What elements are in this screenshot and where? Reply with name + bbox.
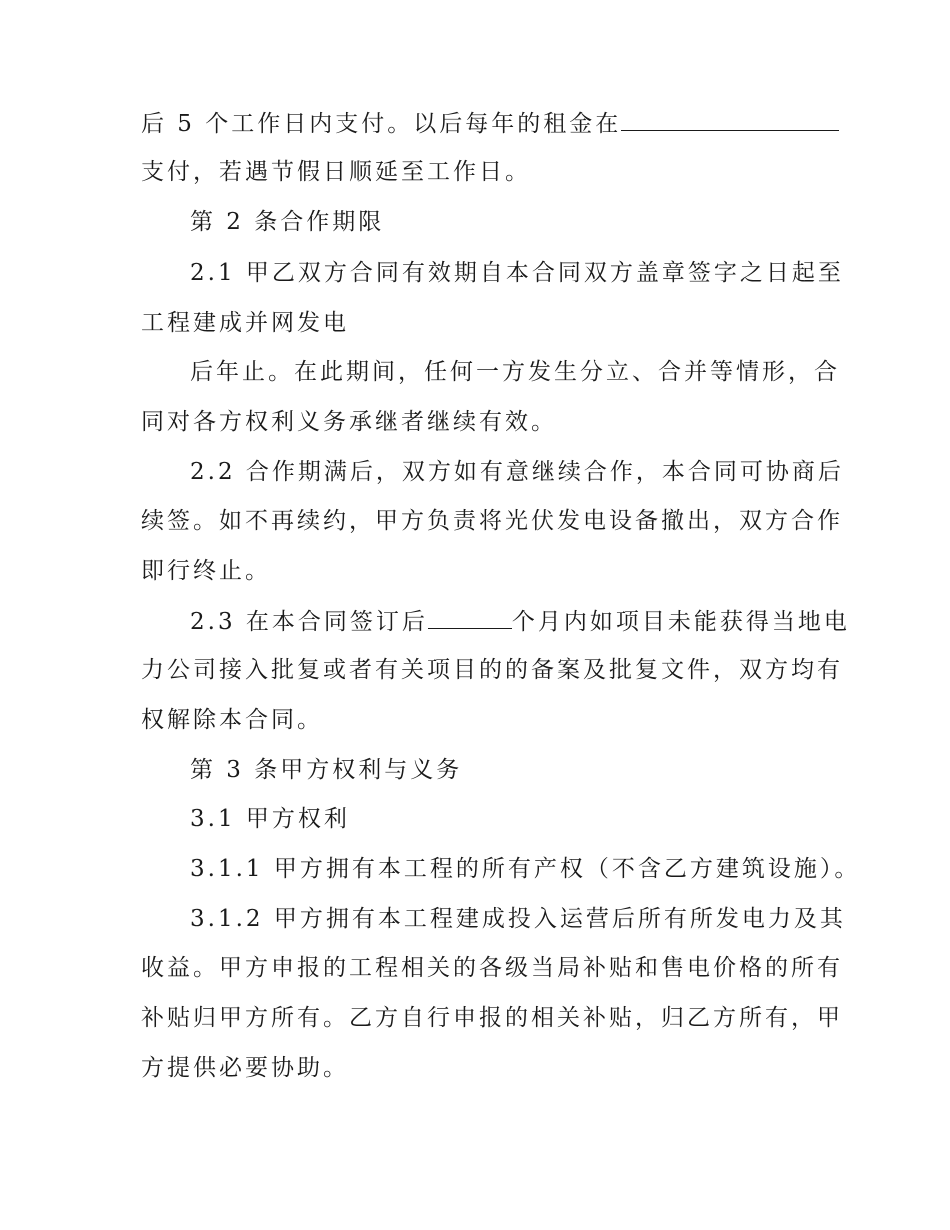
text-line: 补贴归甲方所有。乙方自行申报的相关补贴，归乙方所有，甲 xyxy=(141,1005,843,1031)
blank-rent-date xyxy=(621,108,839,131)
text-line: 3.1.2 甲方拥有本工程建成投入运营后所有所发电力及其 xyxy=(190,906,846,932)
text-line: 2.1 甲乙双方合同有效期自本合同双方盖章签字之日起至 xyxy=(190,260,844,286)
blank-months xyxy=(428,606,512,629)
section-heading: 第 3 条甲方权利与义务 xyxy=(190,757,463,783)
text-line xyxy=(190,606,850,637)
text-line: 3.1.1 甲方拥有本工程的所有产权（不含乙方建筑设施）。 xyxy=(190,856,861,882)
text-segment: 2.3 在本合同签订后 xyxy=(190,609,428,635)
text-line: 收益。甲方申报的工程相关的各级当局补贴和售电价格的所有 xyxy=(141,955,843,981)
text-line: 支付，若遇节假日顺延至工作日。 xyxy=(141,159,531,185)
text-line: 同对各方权利义务承继者继续有效。 xyxy=(141,409,557,435)
text-line: 方提供必要协助。 xyxy=(141,1055,349,1081)
section-heading: 第 2 条合作期限 xyxy=(190,209,385,235)
text-line: 后年止。在此期间，任何一方发生分立、合并等情形，合 xyxy=(190,359,840,385)
text-segment: 个月内如项目未能获得当地电 xyxy=(511,609,850,635)
subsection-heading: 3.1 甲方权利 xyxy=(190,806,350,832)
text-line: 力公司接入批复或者有关项目的的备案及批复文件，双方均有 xyxy=(141,657,843,683)
text-line: 续签。如不再续约，甲方负责将光伏发电设备撤出，双方合作 xyxy=(141,508,843,534)
text-line: 工程建成并网发电 xyxy=(141,310,349,336)
text-line xyxy=(141,108,839,139)
text-line: 2.2 合作期满后，双方如有意继续合作，本合同可协商后 xyxy=(190,459,844,485)
text-line: 即行终止。 xyxy=(141,558,271,584)
text-line: 权解除本合同。 xyxy=(141,707,323,733)
text-segment: 后 5 个工作日内支付。以后每年的租金在 xyxy=(141,111,622,137)
